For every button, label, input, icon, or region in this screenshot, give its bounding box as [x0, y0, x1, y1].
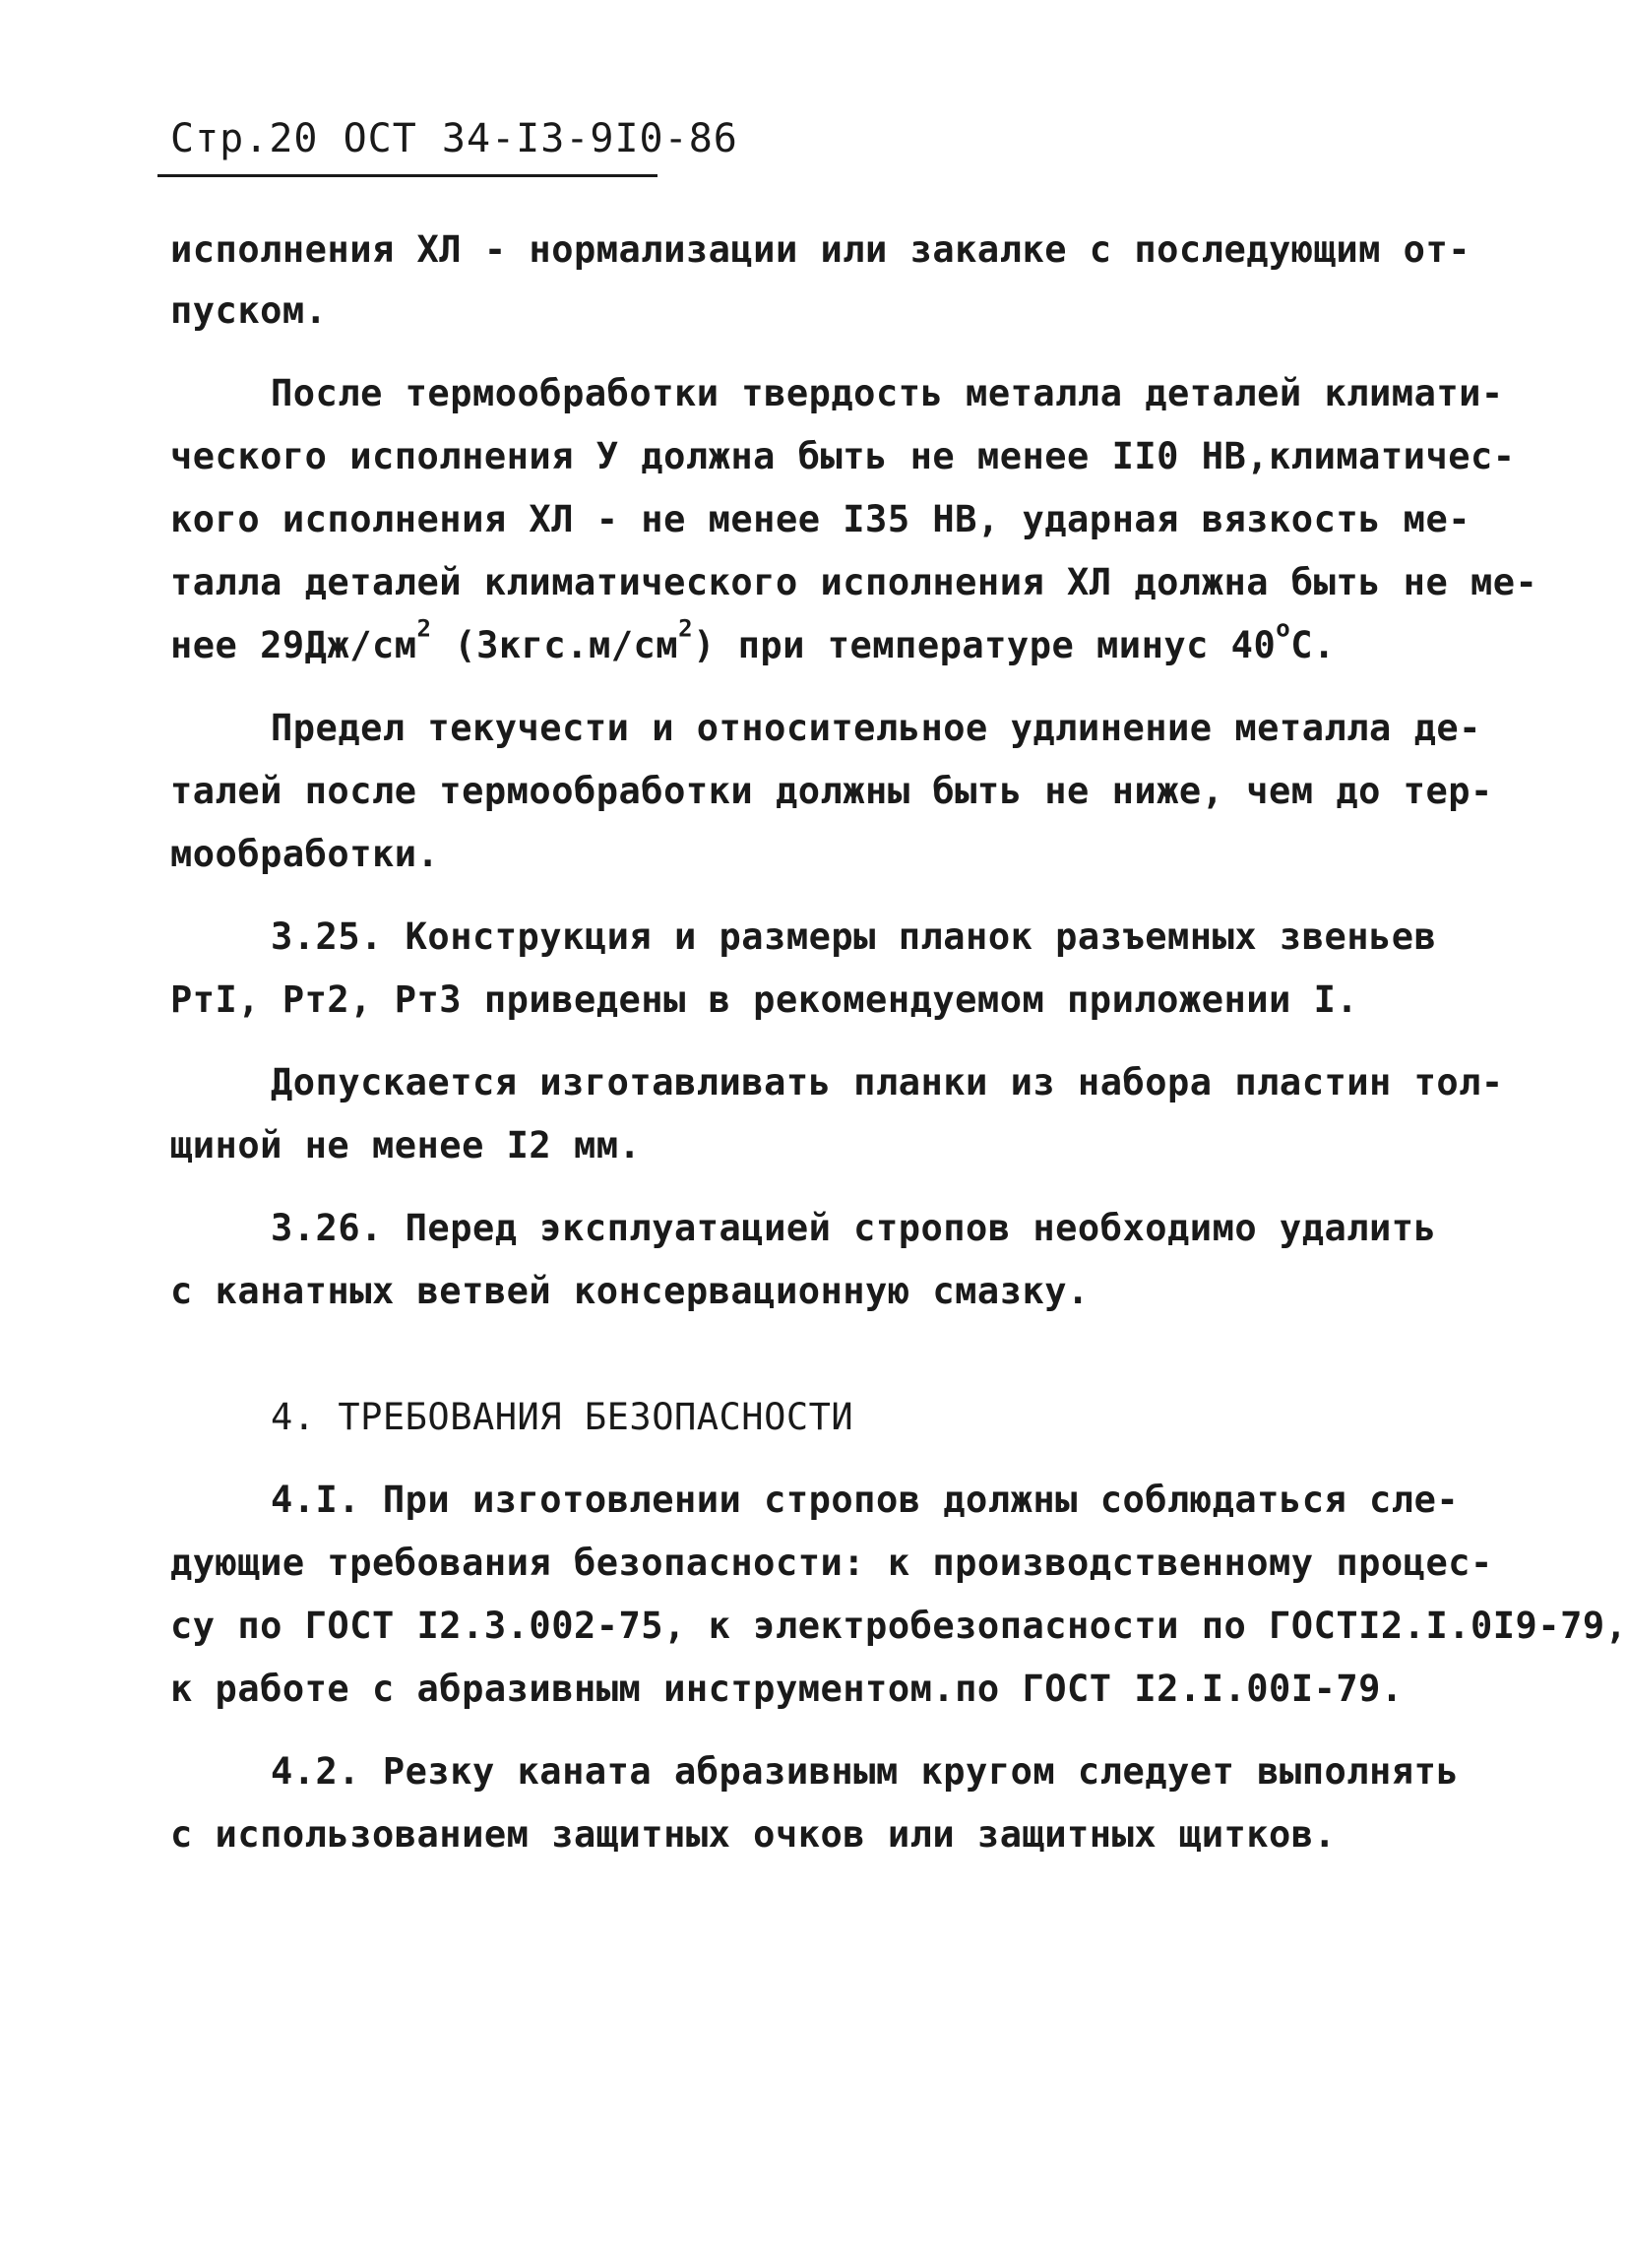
text-line-with-units [170, 614, 1336, 666]
text-line: талла деталей климатического исполнения ХЛ должна быть не ме- [170, 561, 1538, 603]
text-fragment: (3кгс.м/см [431, 624, 679, 666]
text-line: РтI, Рт2, Рт3 приведены в рекомендуемом приложении I. [170, 978, 1359, 1021]
text-line: ческого исполнения У должна быть не менее II0 НВ,климатичес- [170, 435, 1516, 477]
text-line: су по ГОСТ I2.3.002-75, к электробезопасности по ГОСТI2.I.0I9-79, [170, 1605, 1627, 1647]
page-header: Стр.20 ОСТ 34-I3-9I0-86 [170, 116, 738, 161]
text-line: кого исполнения ХЛ - не менее I35 НВ, ударная вязкость ме- [170, 498, 1471, 540]
text-line: Предел текучести и относительное удлинение металла де- [271, 707, 1481, 749]
text-line: с канатных ветвей консервационную смазку. [170, 1270, 1090, 1312]
text-line: пуском. [170, 289, 328, 332]
text-line: мообработки. [170, 833, 440, 875]
text-line: с использованием защитных очков или защитных щитков. [170, 1813, 1337, 1856]
text-line: щиной не менее I2 мм. [170, 1124, 642, 1166]
text-fragment: С. [1290, 624, 1336, 666]
superscript: 2 [678, 614, 694, 643]
text-line: талей после термообработки должны быть не ниже, чем до тер- [170, 770, 1493, 812]
text-line: исполнения ХЛ - нормализации или закалке с последующим от- [170, 228, 1471, 271]
superscript: о [1276, 614, 1291, 643]
text-line: дующие требования безопасности: к производственному процес- [170, 1542, 1493, 1584]
text-line: Допускается изготавливать планки из набора пластин тол- [271, 1061, 1504, 1103]
section-heading: 4. ТРЕБОВАНИЯ БЕЗОПАСНОСТИ [271, 1396, 854, 1438]
superscript: 2 [416, 614, 432, 643]
text-line: После термообработки твердость металла деталей климати- [271, 372, 1504, 414]
header-underline [157, 174, 657, 177]
text-line: к работе с абразивным инструментом.по ГОСТ I2.I.00I-79. [170, 1668, 1404, 1710]
text-fragment: нее 29Дж/см [170, 624, 417, 666]
text-line: 3.25. Конструкция и размеры планок разъемных звеньев [271, 915, 1437, 958]
text-line: 3.26. Перед эксплуатацией стропов необходимо удалить [271, 1207, 1437, 1249]
text-fragment: ) при температуре минус 40 [693, 624, 1277, 666]
text-line: 4.2. Резку каната абразивным кругом следует выполнять [271, 1750, 1460, 1793]
text-line: 4.I. При изготовлении стропов должны соблюдаться сле- [271, 1479, 1460, 1521]
